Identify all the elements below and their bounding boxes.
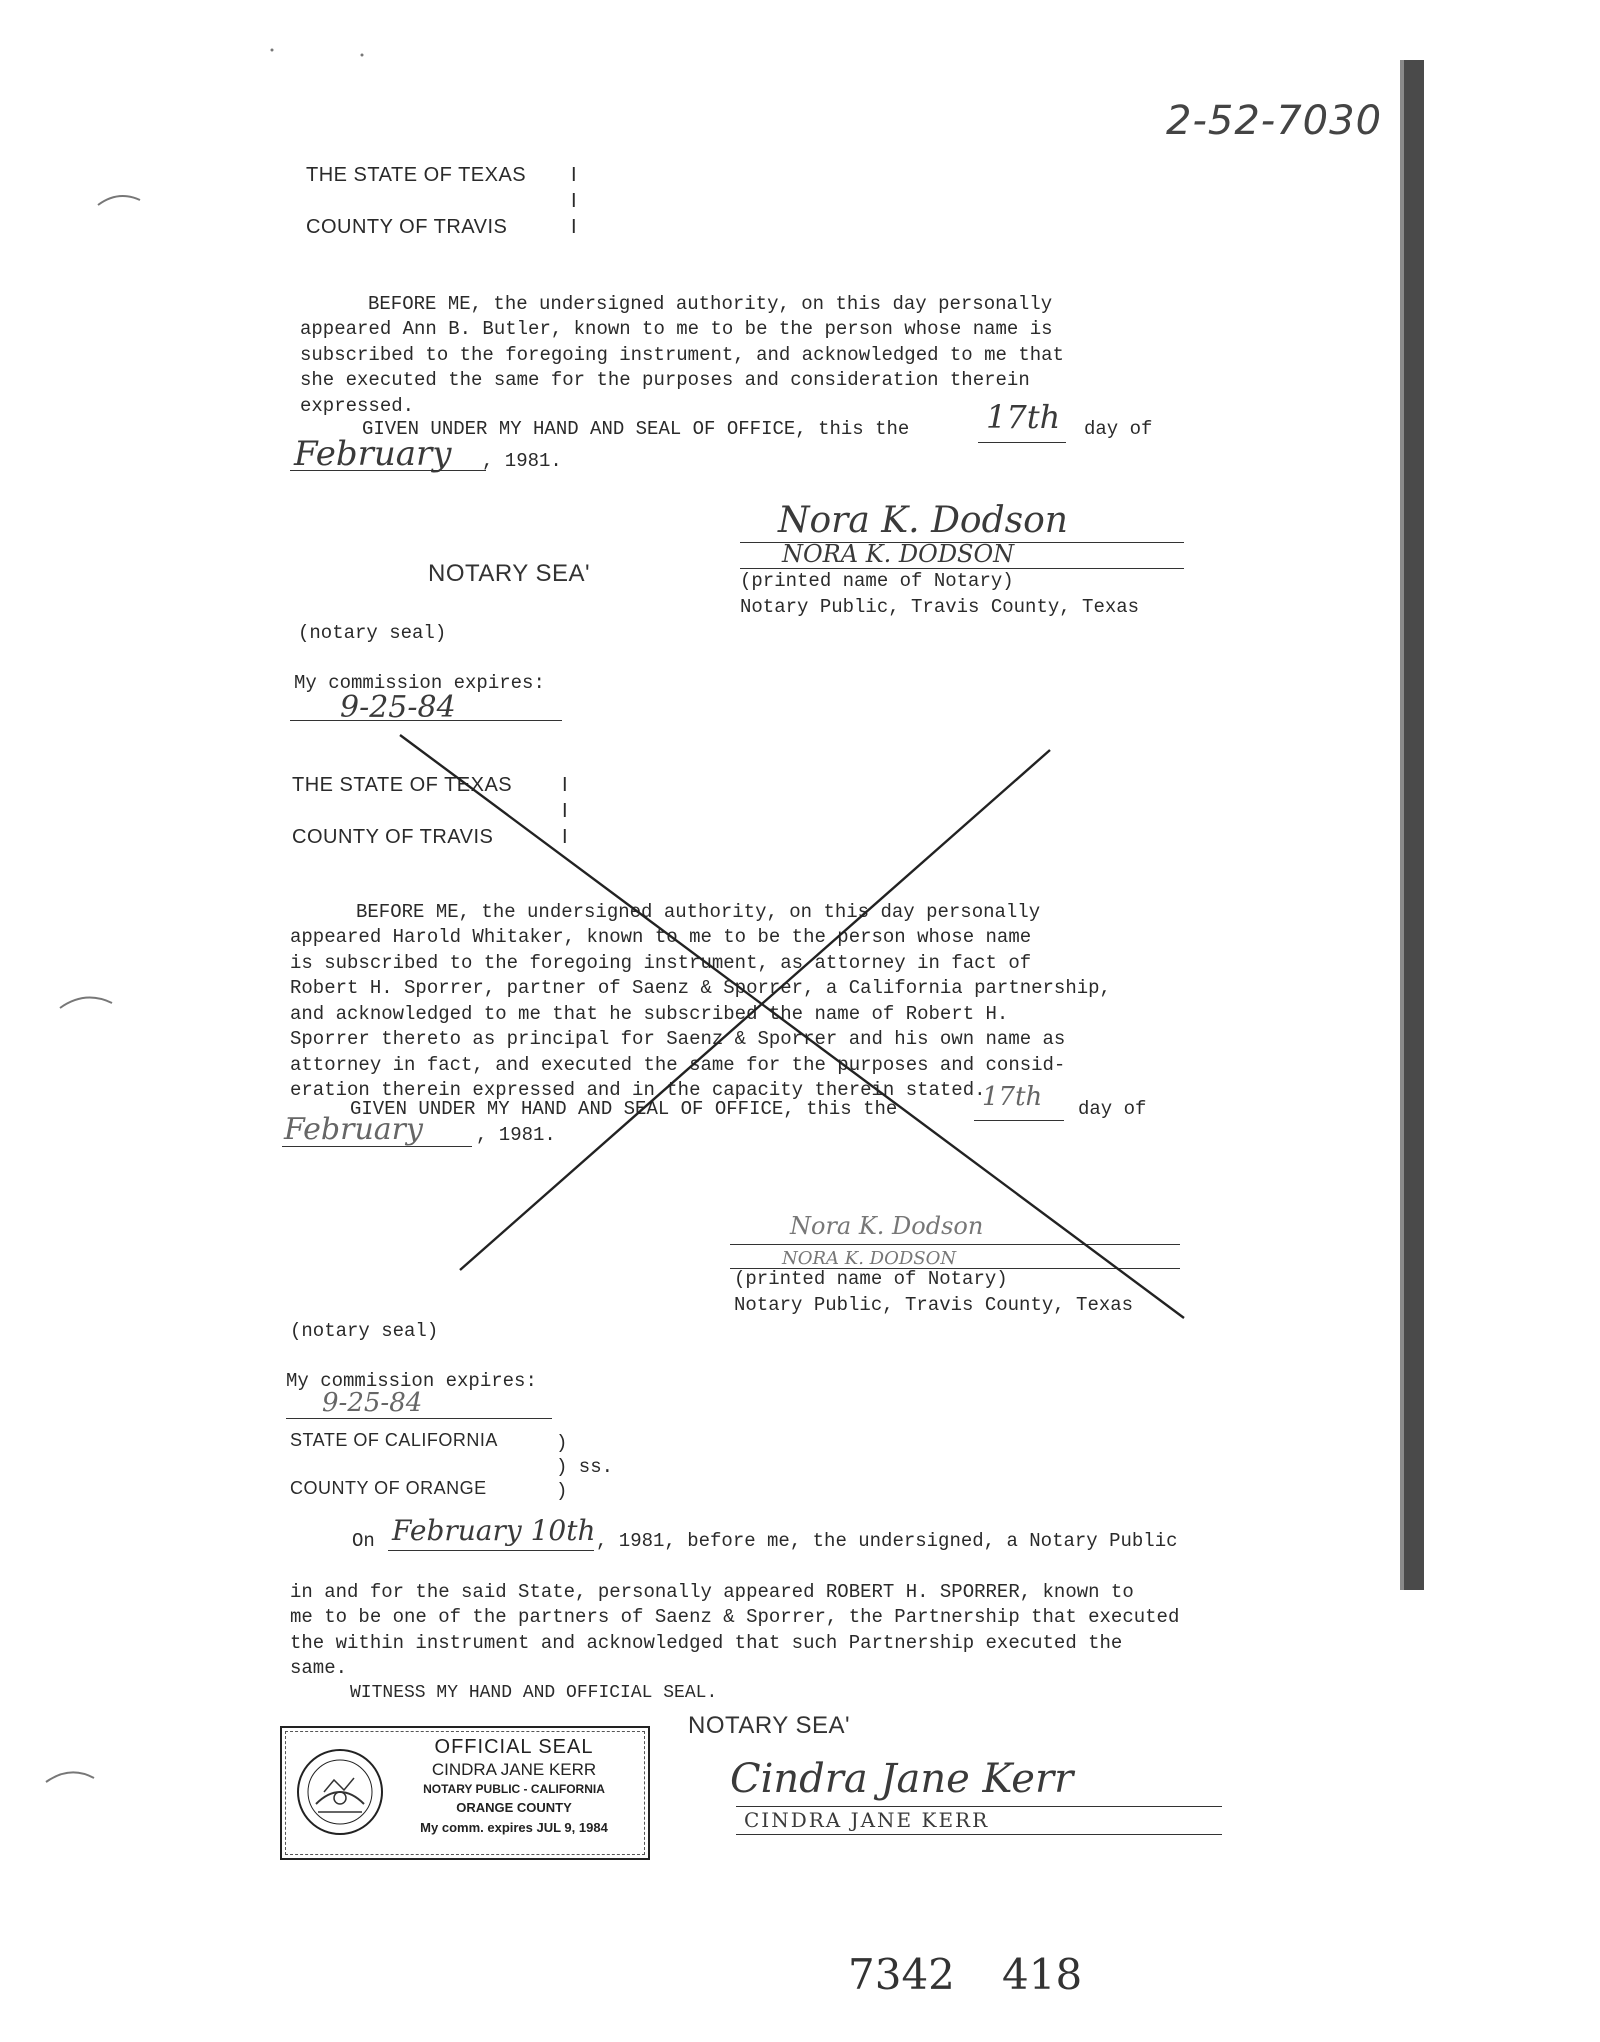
given-under-hand: GIVEN UNDER MY HAND AND SEAL OF OFFICE, this the	[362, 418, 910, 440]
volume-number: 7342	[848, 1950, 955, 1999]
venue-county: COUNTY OF TRAVIS	[292, 826, 494, 848]
venue-separator: I	[562, 800, 569, 822]
signature-line	[736, 1806, 1222, 1807]
notary-seal-stamp-text: NOTARY SEA'	[688, 1712, 851, 1739]
venue-county: COUNTY OF TRAVIS	[306, 216, 508, 238]
body-line: same.	[290, 1657, 348, 1679]
document-number: 2-52-7030	[1166, 98, 1383, 144]
on-text: On	[352, 1530, 375, 1552]
venue-separator: I	[571, 216, 578, 238]
notary-seal-label: (notary seal)	[290, 1320, 439, 1342]
notary-title: Notary Public, Travis County, Texas	[740, 596, 1140, 618]
date-handwritten: February 10th	[392, 1514, 596, 1547]
venue-state: THE STATE OF TEXAS	[292, 774, 513, 796]
venue-separator: I	[562, 774, 569, 796]
notary-signature: Nora K. Dodson	[790, 1212, 984, 1240]
body-line: subscribed to the foregoing instrument, and acknowledged to me that	[300, 343, 1064, 366]
body-line: the within instrument and acknowledged that such Partnership executed the	[290, 1631, 1123, 1654]
cross-out-stroke	[400, 735, 1184, 1318]
printed-name-handwritten: NORA K. DODSON	[782, 540, 1015, 568]
body-line: appeared Harold Whitaker, known to me to be the person whose name	[290, 926, 1032, 948]
body-line: Robert H. Sporrer, partner of Saenz & Sporrer, a California partnership,	[290, 977, 1111, 999]
commission-date-handwritten: 9-25-84	[322, 1388, 423, 1418]
body-line: is subscribed to the foregoing instrument, as attorney in fact of	[290, 951, 1032, 974]
commission-date-handwritten: 9-25-84	[340, 690, 456, 725]
stamp-line-expiration: My comm. expires JUL 9, 1984	[420, 1820, 608, 1835]
month-handwritten: February	[294, 434, 452, 474]
body-line: BEFORE ME, the undersigned authority, on this day personally	[368, 292, 1053, 315]
month-handwritten: February	[284, 1112, 423, 1147]
body-line: and acknowledged to me that he subscribed the name of Robert H.	[290, 1002, 1009, 1025]
body-line: me to be one of the partners of Saenz & Sporrer, the Partnership that executed	[290, 1606, 1180, 1628]
day-of-text: day of	[1084, 418, 1153, 440]
stamp-line-notary-public: NOTARY PUBLIC - CALIFORNIA	[423, 1782, 605, 1796]
body-line: she executed the same for the purposes and consideration therein	[300, 369, 1030, 391]
venue-county: COUNTY OF ORANGE	[290, 1478, 487, 1498]
notary-signature: Cindra Jane Kerr	[730, 1756, 1074, 1802]
venue-paren: )	[556, 1432, 568, 1454]
commission-expires-label: My commission expires:	[286, 1370, 537, 1392]
printed-name-line	[736, 1834, 1222, 1835]
printed-name-label: (printed name of Notary)	[740, 570, 1014, 592]
venue-state: THE STATE OF TEXAS	[306, 164, 527, 186]
body-line: BEFORE ME, the undersigned authority, on this day personally	[356, 900, 1041, 923]
notary-seal-label: (notary seal)	[298, 622, 447, 644]
date-blank-line	[388, 1550, 594, 1551]
printed-name-handwritten: CINDRA JANE KERR	[744, 1808, 990, 1832]
venue-separator: I	[571, 190, 578, 212]
day-handwritten: 17th	[986, 398, 1061, 436]
body-line: Sporrer thereto as principal for Saenz & Sporrer and his own name as	[290, 1028, 1066, 1050]
stamp-line-official-seal: OFFICIAL SEAL	[434, 1736, 594, 1758]
body-line: expressed.	[300, 394, 415, 417]
witness-text: WITNESS MY HAND AND OFFICIAL SEAL.	[350, 1683, 718, 1703]
official-seal-stamp	[280, 1726, 650, 1860]
given-under-hand: GIVEN UNDER MY HAND AND SEAL OF OFFICE, this the	[350, 1098, 898, 1120]
day-of-text: day of	[1078, 1098, 1147, 1120]
venue-state: STATE OF CALIFORNIA	[290, 1430, 498, 1450]
body-line: attorney in fact, and executed the same for the purposes and consid-	[290, 1053, 1066, 1076]
year-text: , 1981.	[482, 450, 562, 472]
body-line: eration therein expressed and in the capacity therein stated.	[290, 1079, 986, 1101]
body-line: in and for the said State, personally appeared ROBERT H. SPORRER, known to	[290, 1580, 1134, 1603]
notary-seal-stamp-text: NOTARY SEA'	[428, 560, 591, 587]
stamp-line-notary-name: CINDRA JANE KERR	[431, 1760, 597, 1779]
body-line: appeared Ann B. Butler, known to me to be the person whose name is	[300, 318, 1053, 340]
notary-signature: Nora K. Dodson	[778, 500, 1068, 541]
printed-name-handwritten: NORA K. DODSON	[782, 1248, 957, 1269]
notary-title: Notary Public, Travis County, Texas	[734, 1294, 1134, 1316]
printed-name-label: (printed name of Notary)	[734, 1268, 1008, 1290]
page-number: 418	[1002, 1950, 1083, 1999]
stamp-line-county: ORANGE COUNTY	[456, 1800, 572, 1815]
venue-separator: I	[571, 164, 578, 186]
cross-out-stroke	[460, 750, 1050, 1270]
venue-ss: ) ss.	[556, 1456, 614, 1478]
acknowledgment-first-line: , 1981, before me, the undersigned, a Notary Public	[596, 1530, 1178, 1552]
year-text: , 1981.	[476, 1124, 556, 1146]
day-handwritten: 17th	[982, 1082, 1043, 1112]
state-seal-emblem	[294, 1746, 386, 1838]
commission-expires-label: My commission expires:	[294, 672, 545, 694]
venue-paren: )	[556, 1480, 568, 1502]
venue-separator: I	[562, 826, 569, 848]
